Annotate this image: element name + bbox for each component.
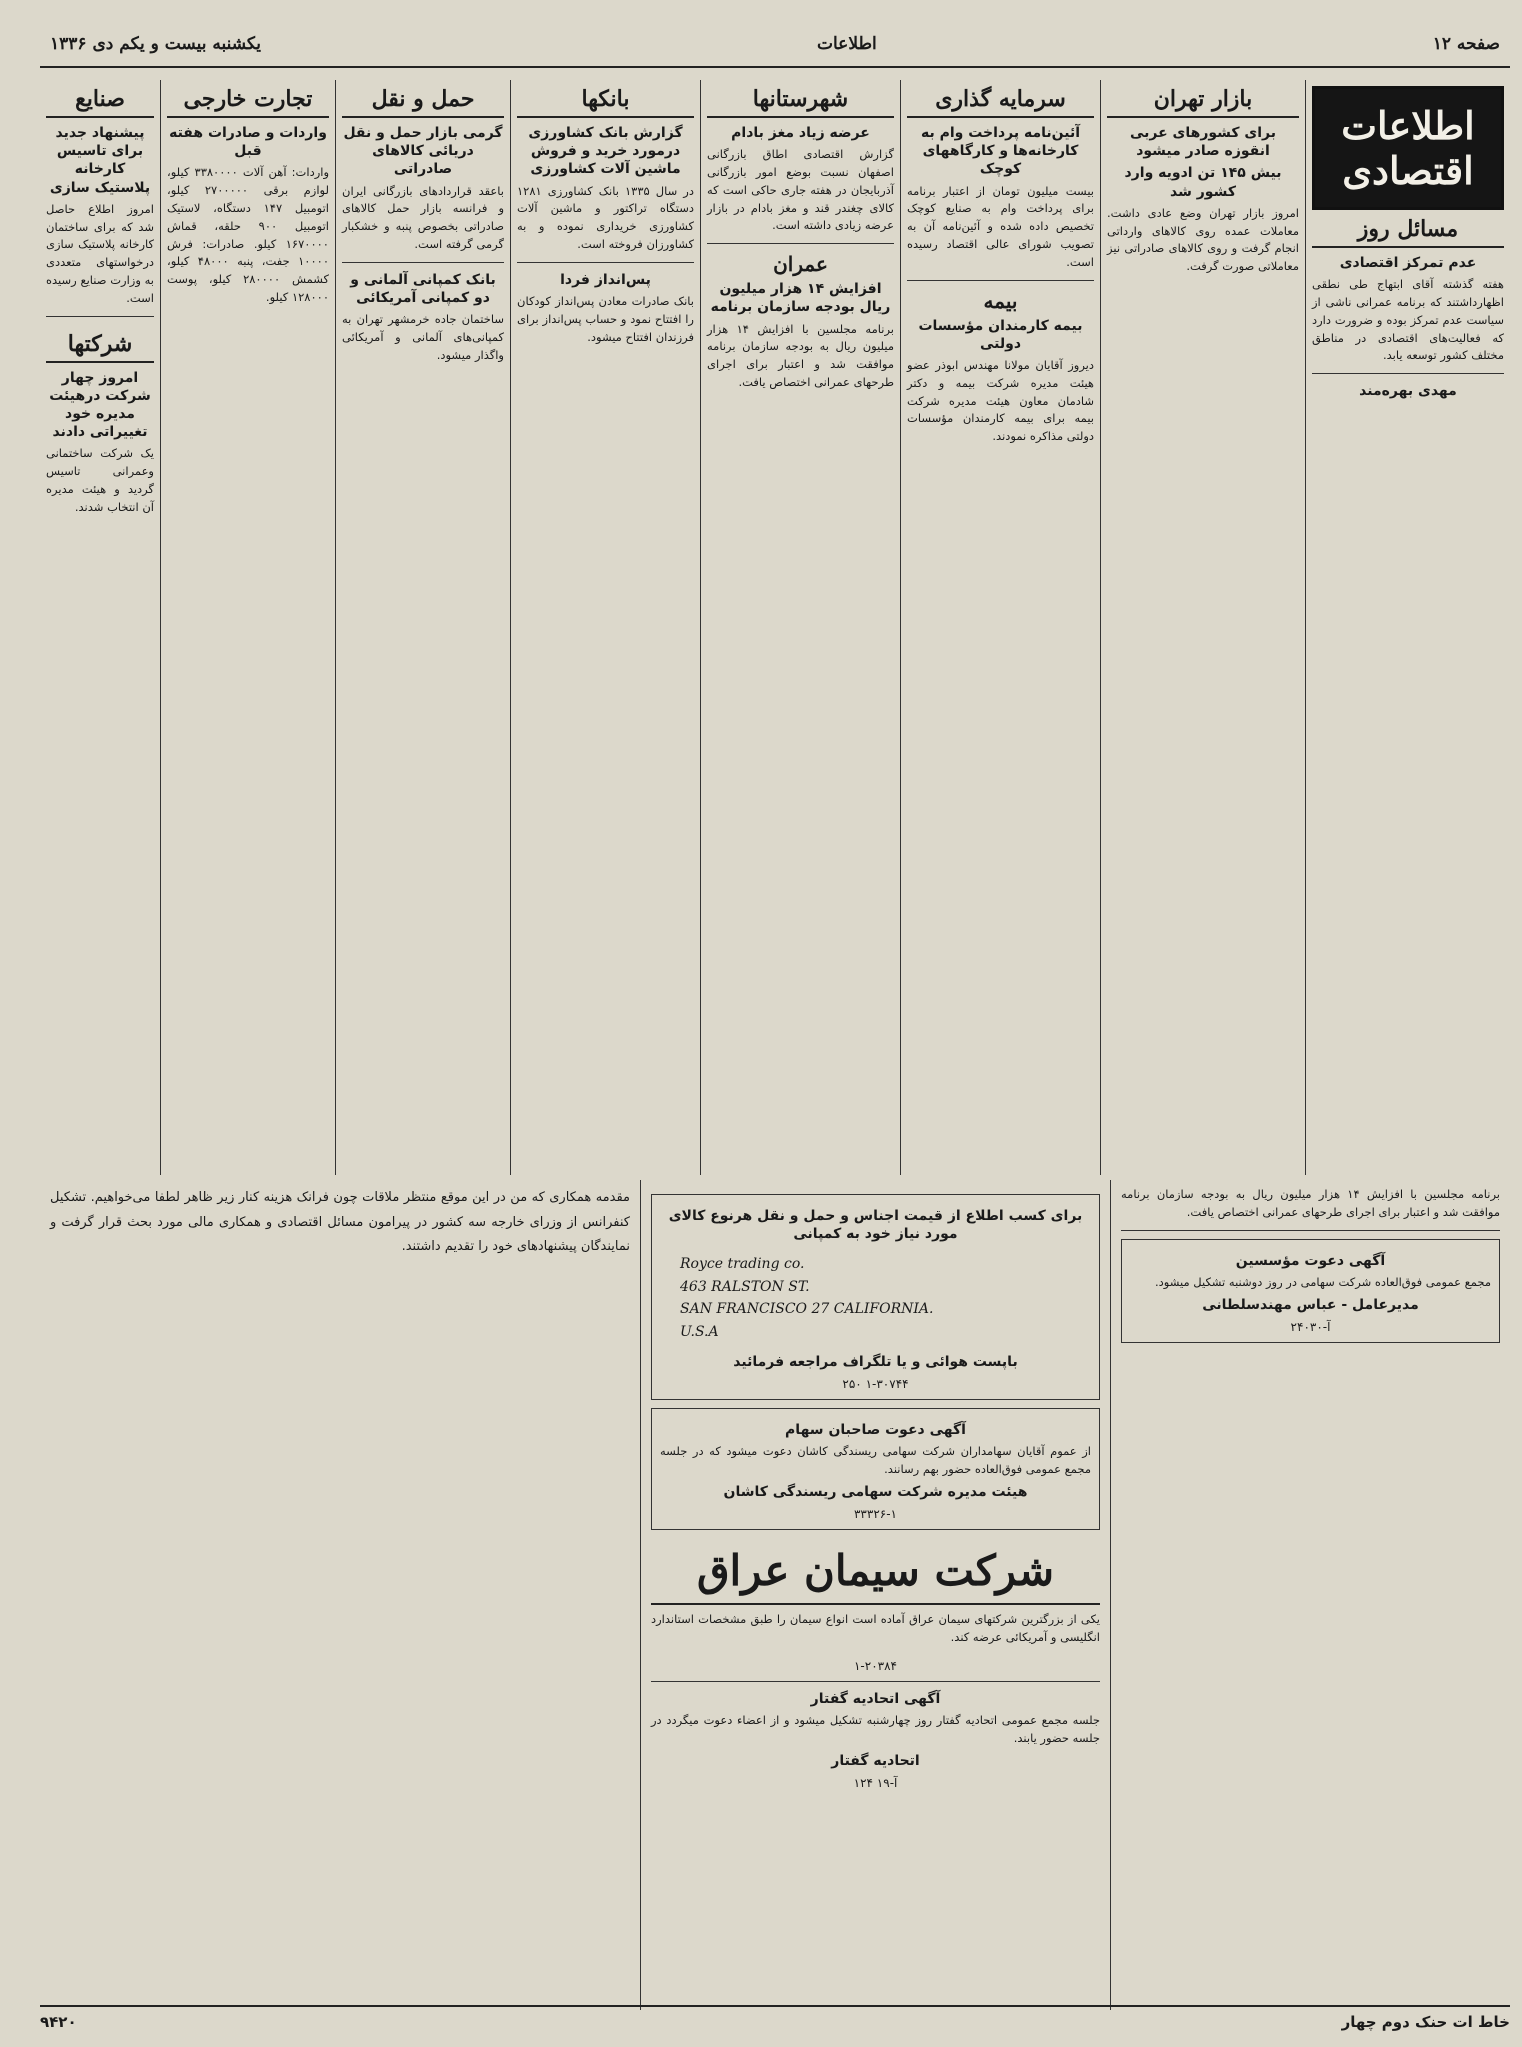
shareholders-ad: [651, 1408, 1100, 1530]
masthead: اطلاعات اقتصادی: [1312, 86, 1504, 210]
subtitle-banks: گزارش بانک کشاورزی درمورد خرید و فروش ماشین آلات کشاورزی: [528, 125, 683, 178]
column-title-banks: بانکها: [517, 80, 694, 118]
signature-economy: مهدی بهره‌مند: [1359, 383, 1457, 400]
subtitle-insurance: بیمه کارمندان مؤسسات دولتی: [918, 317, 1083, 352]
body-savings: بانک صادرات معادن پس‌انداز کودکان را افتتاح نمود و حساب پس‌انداز برای فرزندان افتتاح میشود.: [517, 294, 694, 344]
subtitle-economy: عدم تمرکز اقتصادی: [1339, 255, 1477, 271]
shareholders-ad-title: آگهی دعوت صاحبان سهام: [785, 1422, 966, 1439]
footer-signature: خاط ات حنک دوم چهار: [1341, 2013, 1510, 2031]
body-tehran-market: امروز بازار تهران وضع عادی داشت. معاملات عمده روی کالاهای وارداتی انجام گرفت و روی کالاهای صادراتی نیز معاملاتی صورت گرفت.: [1107, 205, 1299, 274]
subtitle-trade: واردات و صادرات هفته قبل: [169, 125, 327, 160]
subtitle-spices: بیش ۱۴۵ تن ادویه وارد کشور شد: [1124, 165, 1282, 200]
body-trade: واردات: آهن آلات ۳۳۸۰۰۰۰ کیلو، لوازم برقی ۲۷۰۰۰۰۰ کیلو، اتومبیل ۱۴۷ دستگاه، لاستیک اتومبیل ۹۰۰ حلقه، قماش ۱۶۷۰۰۰۰ کیلو. صادرات: فرش ۱۰۰۰۰ جفت، پنبه ۴۸۰۰۰ کیلو، کشمش ۲۸۰۰۰۰ کیلو، پوست ۱۲۸۰۰۰ کیلو.: [167, 165, 329, 305]
cement-ad-title: شرکت سیمان عراق: [651, 1538, 1100, 1605]
shareholders-ad-code: ۳۳۳۲۶-۱: [853, 1507, 897, 1522]
union-ad-title: آگهی اتحادیه گفتار: [810, 1690, 941, 1707]
column-title-industry: صنایع: [46, 80, 154, 118]
royce-address: Royce trading co. 463 RALSTON ST. SAN FRANCISCO 27 CALIFORNIA. U.S.A: [680, 1256, 934, 1340]
royce-ad: [651, 1194, 1100, 1400]
union-ad-code: آ-۱۹ ۱۲۴: [853, 1775, 898, 1790]
page-footer: [40, 2005, 1510, 2031]
founders-ad-body: مجمع عمومی فوق‌العاده شرکت سهامی در روز دوشنبه تشکیل میشود.: [1155, 1274, 1491, 1289]
subtitle-arab-exports: برای کشورهای عربی انقوزه صادر میشود: [1129, 125, 1277, 160]
body-industry: امروز اطلاع حاصل شد که برای ساختمان کارخانه پلاستیک سازی درخواستهای متعددی به وزارت صنایع رسیده است.: [46, 201, 154, 305]
column-title-tehran-market: بازار تهران: [1107, 80, 1299, 118]
body-companies: ساختمان جاده خرمشهر تهران به کمپانی‌های آلمانی و آمریکائی واگذار میشود.: [342, 312, 504, 362]
column-industry: [40, 80, 160, 1175]
founders-ad-signature: مدیرعامل - عباس مهندسلطانی: [1202, 1296, 1419, 1313]
column-cities: [700, 80, 900, 1175]
subtitle-savings: پس‌انداز فردا: [560, 271, 651, 288]
issue-date: یکشنبه بیست و یکم دی ۱۳۳۶: [50, 34, 262, 54]
founders-ad-code: آ-۲۴۰۳۰: [1290, 1319, 1331, 1334]
ads-column: [640, 1180, 1110, 2010]
subtitle-industry: پیشنهاد جدید برای تاسیس کارخانه پلاستیک سازی: [49, 125, 151, 196]
column-capital: [900, 80, 1100, 1175]
column-banks: [510, 80, 700, 1175]
column-tehran-market: [1100, 80, 1305, 1175]
body-firms: یک شرکت ساختمانی وعمرانی تاسیس گردید و هیئت مدیره آن انتخاب شدند.: [46, 446, 154, 514]
subtitle-transport: گرمی بازار حمل و نقل دریائی کالاهای صادراتی: [343, 125, 503, 178]
body-banks: در سال ۱۳۳۵ بانک کشاورزی ۱۲۸۱ دستگاه تراکتور و ماشین آلات کشاورزی خریداری نموده و به کشاورزان فروخته است.: [517, 183, 694, 251]
founders-ad-title: آگهی دعوت مؤسسین: [1235, 1252, 1386, 1269]
left-article-body: مقدمه همکاری که من در این موقع منتظر ملاقات چون فرانک هزینه کنار زیر ظاهر لطفا می‌خواهیم. تشکیل کنفرانس از وزرای خارجه سه کشور در پیرامون مسائل اقتصادی و همکاری مالی مورد بحث قرار گرفت و نمایندگان پیشنهادهای خود را تقدیم داشتند.: [50, 1190, 630, 1255]
column-title-trade: تجارت خارجی: [167, 80, 329, 118]
left-article: [40, 1180, 640, 2010]
page-header: [40, 22, 1510, 68]
column-title-transport: حمل و نقل: [342, 80, 504, 118]
paper-name: اطلاعات: [817, 34, 877, 54]
body-economy: هفته گذشته آقای ابتهاج طی نطقی اظهارداشتند که برنامه عمرانی ناشی از سیاست عدم تمرکز بوده و ضرورت دارد که فعالیت‌های اقتصادی در مناطق مختلف کشور توسعه یابد.: [1312, 277, 1504, 363]
subtitle-firms: امروز چهار شرکت درهیئت مدیره خود تغییراتی دادند: [49, 369, 151, 441]
body-cities: گزارش اقتصادی اطاق بازرگانی اصفهان نسبت بوضع امور بازرگانی آذربایجان در هفته جاری حاکی است که کالای چغندر قند و مغز بادام در بازار عرضه زیادی داشته است.: [707, 147, 894, 233]
subtitle-companies: بانک کمپانی آلمانی و دو کمپانی آمریکائی: [350, 271, 496, 306]
page-number: صفحه ۱۲: [1432, 34, 1500, 54]
subtitle-cities: عرضه زیاد مغز بادام: [731, 125, 870, 141]
column-trade: [160, 80, 335, 1175]
bottom-right-column: [1110, 1180, 1510, 2010]
top-columns: [40, 80, 1510, 1175]
union-ad-signature: اتحادیه گفتار: [831, 1752, 920, 1769]
column-transport: [335, 80, 510, 1175]
union-ad-body: جلسه مجمع عمومی اتحادیه گفتار روز چهارشنبه تشکیل میشود و از اعضاء دعوت میگردد در جلسه حضور یابند.: [651, 1712, 1100, 1745]
body-transport: باعقد قراردادهای بازرگانی ایران و فرانسه بازار حمل کالاهای صادراتی بخصوص پنبه و خشکبار گرمی گرفته است.: [342, 183, 504, 251]
body-capital: بیست میلیون تومان از اعتبار برنامه برای پرداخت وام به صنایع کوچک تخصیص داده شده و آئین‌نامه آن به تصویب شورای عالی اقتصاد رسیده است.: [907, 183, 1094, 269]
column-title-economy: مسائل روز: [1312, 210, 1504, 248]
column-economy: [1305, 80, 1510, 1175]
royce-ad-note: باپست هوائی و یا تلگراف مراجعه فرمائید: [733, 1353, 1018, 1370]
body-development-cont: برنامه مجلسین با افزایش ۱۴ هزار میلیون ریال به بودجه سازمان برنامه موافقت شد و اعتبار برای اجرای طرحهای عمرانی اختصاص یافت.: [1121, 1187, 1500, 1219]
footer-code: ۹۴۲۰: [40, 2013, 77, 2031]
heading-insurance: بیمه: [983, 288, 1018, 313]
shareholders-ad-body: از عموم آقایان سهامداران شرکت سهامی ریسندگی کاشان دعوت میشود که در جلسه مجمع عمومی فوق‌العاده حضور بهم رسانند.: [660, 1444, 1091, 1477]
subtitle-capital: آئین‌نامه پرداخت وام به کارخانه‌ها و کارگاههای کوچک: [920, 125, 1081, 178]
heading-development: عمران: [773, 252, 828, 277]
column-title-cities: شهرستانها: [707, 80, 894, 118]
heading-firms: شرکتها: [46, 325, 154, 363]
royce-ad-code: ۱-۳۰۷۴۴ ۲۵۰: [842, 1377, 909, 1392]
bottom-section: [40, 1180, 1510, 2010]
cement-ad-code: ۱-۲۰۳۸۴: [853, 1658, 897, 1673]
body-development: برنامه مجلسین با افزایش ۱۴ هزار میلیون ریال به بودجه سازمان برنامه موافقت شد و اعتبار برای اجرای طرحهای عمرانی اختصاص یافت.: [707, 321, 894, 390]
cement-ad-body: یکی از بزرگترین شرکتهای سیمان عراق آماده است انواع سیمان را طبق مشخصات استاندارد انگلیسی و آمریکائی عرضه کند.: [651, 1612, 1100, 1644]
shareholders-ad-signature: هیئت مدیره شرکت سهامی ریسندگی کاشان: [723, 1483, 1028, 1500]
column-title-capital: سرمایه گذاری: [907, 80, 1094, 118]
founders-ad: [1121, 1239, 1500, 1343]
royce-ad-heading: برای کسب اطلاع از قیمت اجناس و حمل و نقل هرنوع کالای مورد نیاز خود به کمپانی: [668, 1208, 1083, 1243]
subtitle-development: افزایش ۱۴ هزار میلیون ریال بودجه سازمان برنامه: [710, 281, 891, 316]
body-insurance: دیروز آقایان مولانا مهندس ابوذر عضو هیئت مدیره شرکت بیمه و دکتر شادمان معاون هیئت مدیره شرکت بیمه برای بیمه کارمندان مؤسسات دولتی مذاکره نمودند.: [907, 358, 1094, 444]
